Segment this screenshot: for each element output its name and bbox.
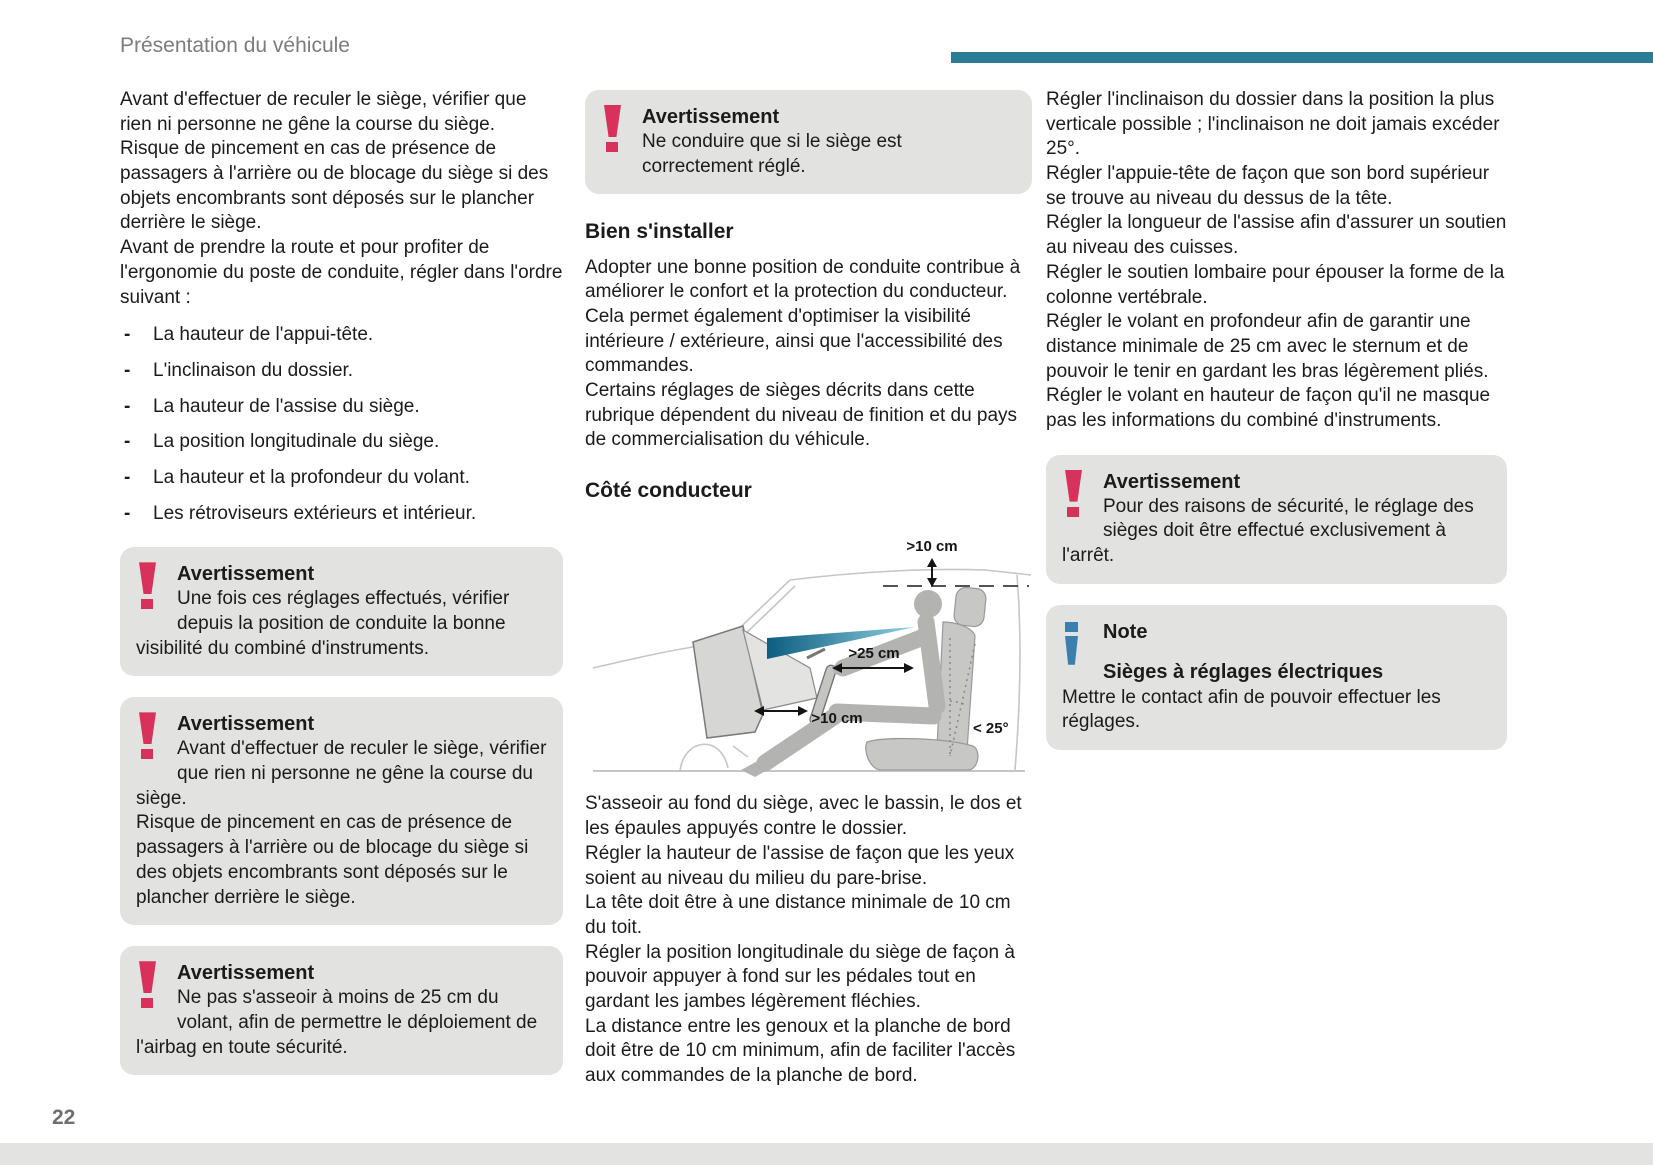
body-paragraph: Adopter une bonne position de conduite contribue à améliorer le confort et la protection du conducteur. xyxy=(585,256,1021,303)
exclamation-icon xyxy=(1065,470,1089,523)
note-title: Note xyxy=(1103,620,1148,643)
exclamation-icon xyxy=(604,105,628,158)
left-column xyxy=(120,88,563,1075)
knee-dash-arrow xyxy=(754,706,808,716)
body-paragraph: La tête doit être à une distance minimale de 10 cm du toit. xyxy=(585,892,1011,938)
warning-box xyxy=(585,90,1032,194)
body-paragraph: Avant d'effectuer de reculer le siège, vérifier que rien ni personne ne gêne la course du siège. xyxy=(120,89,527,135)
body-paragraph: Régler le soutien lombaire pour épouser la forme de la colonne vertébrale. xyxy=(1046,261,1505,308)
diagram-label-head-roof: >10 cm xyxy=(906,538,958,556)
list-item xyxy=(120,395,563,420)
dash-bullet: - xyxy=(124,359,131,381)
list-item-label: La position longitudinale du siège. xyxy=(153,431,440,453)
body-paragraph: S'asseoir au fond du siège, avec le bassin, le dos et les épaules appuyés contre le dossier. xyxy=(585,793,1022,840)
body-paragraph: Régler le volant en hauteur de façon qu'il ne masque pas les informations du combiné d'instruments. xyxy=(1046,385,1491,431)
warning-box xyxy=(1046,455,1507,584)
dash-bullet: - xyxy=(124,431,131,453)
diagram-label-chest-wheel: >25 cm xyxy=(848,645,900,663)
warning-box xyxy=(120,697,563,925)
info-icon xyxy=(1065,622,1089,686)
page-header-title: Présentation du véhicule xyxy=(120,34,350,57)
column-stalk xyxy=(807,649,825,658)
driving-position-diagram xyxy=(585,518,1032,780)
body-paragraph: Cela permet également d'optimiser la visibilité intérieure / extérieure, ainsi que l'accessibilité des commandes. xyxy=(585,306,1003,377)
list-item xyxy=(120,359,563,384)
list-item xyxy=(120,430,563,455)
diagram-label-knee-dash: >10 cm xyxy=(811,710,863,728)
note-subtitle: Sièges à réglages électriques xyxy=(1103,660,1384,683)
body-paragraph: Régler la longueur de l'assise afin d'assurer un soutien au niveau des cuisses. xyxy=(1046,212,1507,259)
list-item-label: La hauteur de l'assise du siège. xyxy=(153,395,420,417)
section-heading-cote-conducteur: Côté conducteur xyxy=(585,479,752,503)
warning-text: Avant d'effectuer de reculer le siège, vérifier que rien ni personne ne gêne la course du siège. xyxy=(136,738,547,809)
body-paragraph: La distance entre les genoux et la planche de bord doit être de 10 cm minimum, afin de faciliter l'accès aux commandes de la planche de bord. xyxy=(585,1015,1016,1087)
list-item xyxy=(120,323,563,348)
warning-title: Avertissement xyxy=(177,563,315,586)
adjustment-order-list xyxy=(120,323,563,526)
body-paragraph: Régler le volant en profondeur afin de garantir une distance minimale de 25 cm avec le sternum et de pouvoir le tenir en gardant les bras légèrement pliés. xyxy=(1046,311,1489,382)
exclamation-icon xyxy=(139,961,163,1014)
warning-text: Ne conduire que si le siège est correctement réglé. xyxy=(642,131,902,177)
exclamation-icon xyxy=(139,712,163,765)
right-column xyxy=(1046,88,1507,750)
body-paragraph: Régler la hauteur de l'assise de façon que les yeux soient au niveau du milieu du pare-brise. xyxy=(585,842,1015,889)
note-box xyxy=(1046,605,1507,750)
list-item xyxy=(120,502,563,527)
list-item-label: La hauteur de l'appui-tête. xyxy=(153,324,374,346)
page-number: 22 xyxy=(52,1106,76,1129)
note-text: Mettre le contact afin de pouvoir effectuer les réglages. xyxy=(1062,686,1441,733)
list-item-label: La hauteur et la profondeur du volant. xyxy=(153,466,470,488)
list-item xyxy=(120,466,563,491)
warning-title: Avertissement xyxy=(177,962,315,985)
dash-bullet: - xyxy=(124,395,131,417)
warning-box xyxy=(120,547,563,676)
warning-text: Pour des raisons de sécurité, le réglage des sièges doit être effectué exclusivement à l'arrêt. xyxy=(1062,495,1474,566)
list-item-label: Les rétroviseurs extérieurs et intérieur. xyxy=(153,502,477,524)
warning-text: Une fois ces réglages effectués, vérifier depuis la position de conduite la bonne visibilité du combiné d'instruments. xyxy=(136,588,510,659)
header-accent-bar xyxy=(951,52,1653,63)
warning-text: Risque de pincement en cas de présence de passagers à l'arrière ou de blocage du siège si des objets encombrants sont déposés sur le plancher derrière le siège. xyxy=(136,812,529,908)
section-heading-bien-sinstaller: Bien s'installer xyxy=(585,220,734,244)
warning-box xyxy=(120,946,563,1075)
body-paragraph: Régler la position longitudinale du siège de façon à pouvoir appuyer à fond sur les pédales tout en gardant les jambes légèrement fléchies. xyxy=(585,941,1015,1012)
body-paragraph: Risque de pincement en cas de présence de passagers à l'arrière ou de blocage du siège si des objets encombrants sont déposés sur le plancher derrière le siège. xyxy=(120,138,549,234)
diagram-label-backrest-angle: < 25° xyxy=(973,720,1009,738)
body-paragraph: Régler l'appuie-tête de façon que son bord supérieur se trouve au niveau du dessus de la tête. xyxy=(1046,163,1490,209)
dash-bullet: - xyxy=(124,466,131,488)
dash-bullet: - xyxy=(124,502,131,524)
warning-title: Avertissement xyxy=(642,106,780,128)
footer-strip xyxy=(0,1143,1653,1165)
list-item-label: L'inclinaison du dossier. xyxy=(153,359,354,381)
warning-text: Ne pas s'asseoir à moins de 25 cm du volant, afin de permettre le déploiement de l'airbag en toute sécurité. xyxy=(136,987,538,1058)
middle-column xyxy=(585,90,1032,1089)
exclamation-icon xyxy=(139,562,163,615)
warning-title: Avertissement xyxy=(1103,470,1241,493)
head-roof-arrow xyxy=(927,558,937,587)
body-paragraph: Régler l'inclinaison du dossier dans la position la plus verticale possible ; l'inclinaison ne doit jamais excéder 25°. xyxy=(1046,89,1500,160)
warning-title: Avertissement xyxy=(177,713,315,736)
body-paragraph: Avant de prendre la route et pour profiter de l'ergonomie du poste de conduite, régler dans l'ordre suivant : xyxy=(120,237,563,308)
body-paragraph: Certains réglages de sièges décrits dans cette rubrique dépendent du niveau de finition et du pays de commercialisation du véhicule. xyxy=(585,380,1018,451)
dash-bullet: - xyxy=(124,324,131,346)
